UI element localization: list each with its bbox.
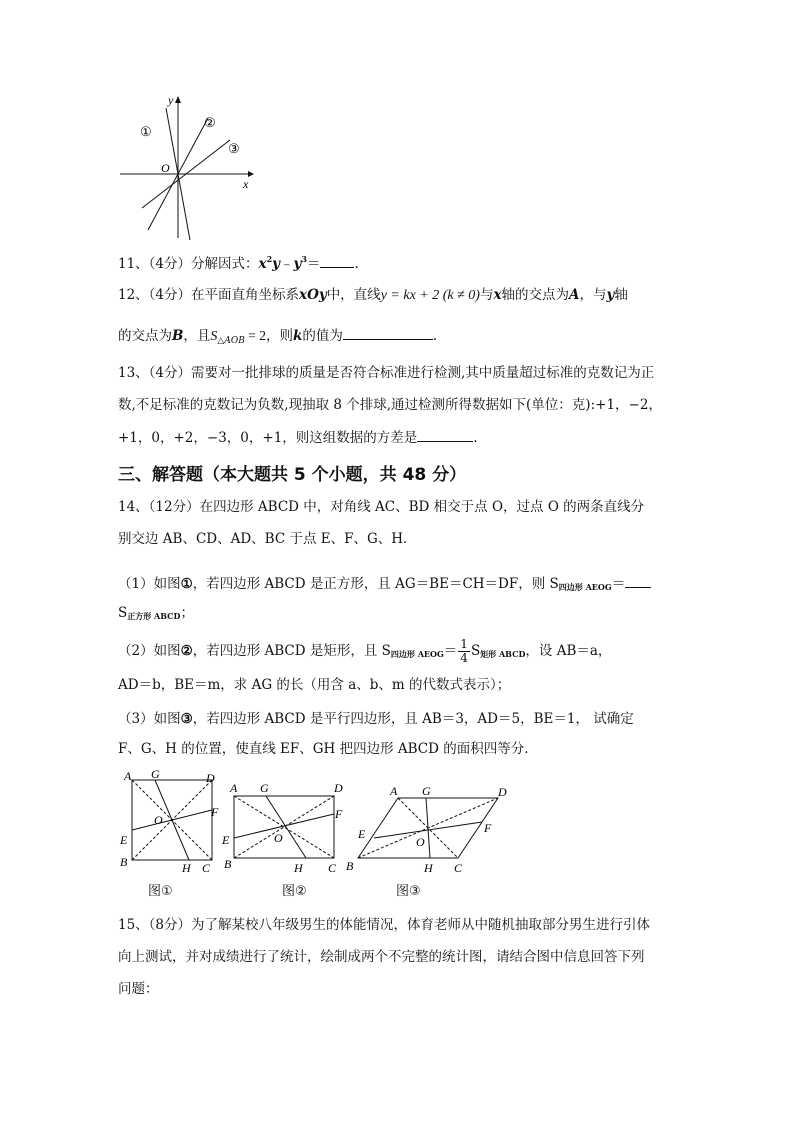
line-gh: [426, 798, 430, 858]
q14-p3-prefix: （3）如图: [118, 711, 181, 727]
q11-end: .: [354, 256, 359, 272]
q11-minus: ﹣: [280, 256, 294, 272]
q12-answer-blank[interactable]: [343, 326, 433, 340]
q12-var-y: y: [606, 287, 615, 303]
q11-answer-blank[interactable]: [320, 254, 354, 268]
q12-dot: .: [432, 328, 438, 344]
q14-p1-sub: 四边形 AEOG: [558, 582, 612, 592]
q12-point-a: A: [569, 287, 580, 303]
question-15-line3: 问题：: [118, 981, 159, 997]
q12-line2-prefix: 的交点为: [118, 328, 172, 344]
fig3-label-b: B: [346, 859, 354, 873]
fig3-label-o: O: [416, 835, 425, 849]
q14-p1-l2-sub: 正方形 ABCD: [127, 611, 181, 621]
question-11: [118, 250, 359, 273]
fig1-label-f: F: [211, 805, 219, 819]
q14-p2-frac-den: 4: [460, 651, 468, 665]
q11-y2: y: [293, 256, 302, 272]
q11-prefix: 11、（4分）分解因式：: [118, 256, 259, 272]
q14-p2-s2: S: [470, 643, 481, 659]
figure-3-parallelogram: [344, 780, 514, 876]
q14-p1-l2-s: S: [118, 605, 128, 621]
fig2-label-g: G: [260, 781, 269, 795]
q14-p1-answer-blank[interactable]: [625, 574, 651, 588]
q13-line3-end: .: [473, 430, 478, 446]
q14-p2-frac-num: 1: [460, 637, 468, 651]
fig1-label-e: E: [120, 833, 128, 847]
q12-area-sub: △AOB: [217, 336, 245, 346]
question-13-line1: 13、（4分）需要对一批排球的质量是否符合标准进行检测,其中质量超过标准的克数记为正: [118, 365, 655, 381]
q12-line1-mid3: 轴的交点为: [501, 287, 570, 303]
question-14-part3-line2: F、G、H 的位置，使直线 EF、GH 把四边形 ABCD 的面积四等分.: [118, 741, 529, 757]
q12-area-val: = 2: [244, 328, 266, 343]
fig3-label-f: F: [484, 821, 492, 835]
question-13-line2: 数,不足标准的克数记为负数,现抽取 8 个排球,通过检测所得数据如下(单位：克):+1，−2，: [118, 397, 662, 413]
fig1-label-d: D: [206, 771, 215, 785]
q12-var-k: k: [292, 328, 303, 344]
section-3-title: 三、解答题（本大题共 5 个小题，共 48 分）: [118, 465, 467, 485]
q12-line1-prefix: 12、（4分）在平面直角坐标系: [118, 287, 300, 303]
question-14-line2: 别交边 AB、CD、AD、BC 于点 E、F、G、H．: [118, 531, 417, 547]
question-14-line1: 14、（12分）在四边形 ABCD 中，对角线 AC、BD 相交于点 O，过点 O 的两条直线分: [118, 499, 645, 515]
question-14-part1-line1: [118, 574, 651, 596]
q14-p2-mid: ，若四边形 ABCD 是矩形，且 S: [192, 643, 391, 659]
q14-p1-eq: ＝: [611, 576, 626, 592]
q12-coord-system: xOy: [299, 287, 327, 303]
fig3-label-h: H: [424, 861, 433, 875]
fig2-label-h: H: [294, 861, 303, 875]
fig2-label-o: O: [274, 831, 283, 845]
q14-p2-prefix: （2）如图: [118, 643, 181, 659]
q11-x: x: [258, 256, 267, 272]
q14-p1-l2-end: ；: [180, 605, 194, 621]
q14-p1-mid: ，若四边形 ABCD 是正方形，且 AG＝BE＝CH＝DF，则 S: [192, 576, 559, 592]
line-2-label: ②: [204, 115, 216, 130]
fig3-label-e: E: [358, 827, 366, 841]
q13-answer-blank[interactable]: [417, 428, 473, 442]
q12-line2-mid: ，且: [183, 328, 211, 344]
x-axis-label: x: [243, 177, 249, 191]
question-14-part2-line2: AD＝b，BE＝m，求 AG 的长（用含 a、b、m 的代数式表示）；: [118, 677, 511, 693]
q14-p2-fraction: [458, 638, 470, 665]
q12-var-x: x: [493, 287, 502, 303]
question-14-part3-line1: [118, 710, 634, 728]
q14-p1-prefix: （1）如图: [118, 576, 181, 592]
fig2-label-a: A: [230, 781, 238, 795]
y-axis-arrow: [175, 96, 181, 103]
q12-point-b: B: [172, 328, 184, 344]
fig3-label-d: D: [498, 785, 507, 799]
figure-2-caption: 图②: [282, 884, 307, 899]
q12-line1-mid4: ，与: [579, 287, 607, 303]
q14-p2-sub: 四边形 AEOG: [390, 649, 444, 659]
q11-y-exp: 3: [301, 254, 307, 264]
fig1-label-g: G: [151, 768, 160, 781]
fig3-label-a: A: [390, 784, 398, 798]
fig1-label-o: O: [154, 813, 163, 827]
q12-line2-mid2: ，则: [265, 328, 293, 344]
q14-p2-end: ，设 AB＝a，: [525, 643, 612, 659]
question-14-part1-line2: [118, 604, 194, 625]
figure-2-rectangle: [222, 778, 354, 876]
q12-line1-mid2: 与: [479, 287, 494, 303]
q12-line1-end: 轴: [614, 287, 628, 303]
q14-p3-mid: ，若四边形 ABCD 是平行四边形，且 AB＝3，AD＝5，BE＝1， 试确定: [192, 711, 634, 727]
fig2-label-e: E: [222, 833, 230, 847]
fig1-label-b: B: [120, 855, 128, 869]
line-gh: [266, 796, 306, 858]
fig2-label-d: D: [334, 781, 343, 795]
q13-line3-text: +1，0，+2，−3，0，+1，则这组数据的方差是: [118, 430, 418, 446]
q11-eq: ＝: [306, 256, 321, 272]
q14-p2-eq: ＝: [443, 643, 458, 659]
fig1-label-a: A: [124, 769, 132, 783]
fig3-label-c: C: [454, 861, 463, 875]
line-3-label: ③: [228, 141, 240, 156]
q11-y: y: [272, 256, 281, 272]
q11-x-exp: 2: [266, 254, 273, 264]
line-ef: [234, 814, 334, 838]
fig1-label-c: C: [202, 861, 211, 875]
line-ef: [132, 810, 212, 830]
x-axis-arrow: [248, 171, 254, 177]
y-axis-label: y: [168, 93, 174, 107]
fig1-label-h: H: [182, 861, 191, 875]
q12-line2-end: 的值为: [302, 328, 343, 344]
question-14-part2-line1: [118, 638, 611, 665]
fig3-label-g: G: [422, 784, 431, 798]
q14-p2-sub2: 矩形 ABCD: [480, 649, 526, 659]
origin-label: O: [161, 161, 170, 175]
figure-3-caption: 图③: [396, 884, 421, 899]
axes-figure: [118, 90, 258, 240]
q14-p3-circ: ③: [180, 711, 193, 727]
question-13-line3: [118, 428, 478, 447]
q12-area-s: S: [210, 329, 218, 344]
fig2-label-c: C: [328, 861, 337, 875]
q14-p2-circ: ②: [180, 643, 193, 659]
q14-p1-circ: ①: [180, 576, 193, 592]
figure-1-caption: 图①: [148, 884, 173, 899]
fig2-label-b: B: [224, 857, 232, 871]
fig2-label-f: F: [335, 807, 343, 821]
question-15-line2: 向上测试，并对成绩进行了统计，绘制成两个不完整的统计图，请结合图中信息回答下列: [118, 949, 645, 965]
question-15-line1: 15、（8分）为了解某校八年级男生的体能情况，体育老师从中随机抽取部分男生进行引体: [118, 917, 651, 933]
q12-line1-mid: 中，直线: [326, 287, 381, 303]
q12-equation: y = kx + 2 (k ≠ 0): [380, 288, 480, 303]
figure-1-square: [118, 768, 228, 876]
question-12-line1: [118, 286, 628, 305]
question-12-line2: [118, 326, 437, 350]
line-1-label: ①: [140, 124, 152, 139]
